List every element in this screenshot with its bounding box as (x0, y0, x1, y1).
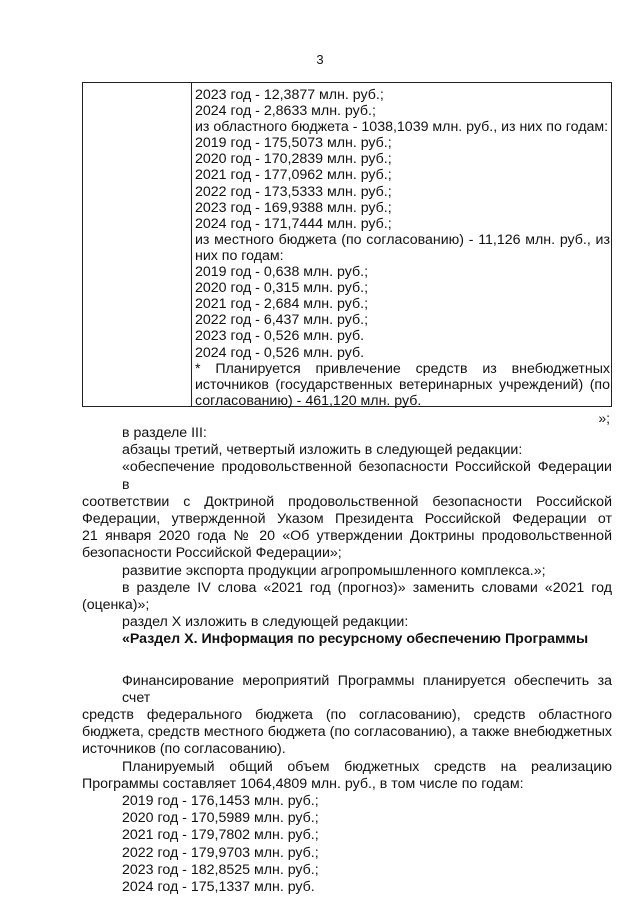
table-column-divider (191, 83, 192, 406)
document-body (82, 425, 612, 896)
page-number: 3 (316, 52, 324, 67)
paragraph-line: бюджета, средств местного бюджета (по согласованию), а также внебюджетных (82, 724, 612, 741)
table-line: 2020 год - 0,315 млн. руб.; (195, 280, 369, 297)
paragraph-line: 21 января 2020 года № 20 «Об утверждении Доктрины продовольственной (82, 528, 612, 545)
table-line: 2019 год - 0,638 млн. руб.; (195, 264, 369, 281)
year-amount: 2020 год - 170,5989 млн. руб.; (122, 810, 319, 827)
year-amount: 2022 год - 179,9703 млн. руб.; (122, 844, 319, 861)
paragraph-line: Планируемый общий объем бюджетных средств на реализацию (122, 758, 612, 775)
table-line: 2022 год - 6,437 млн. руб.; (195, 312, 369, 329)
paragraph-line: в разделе III: (122, 425, 207, 441)
table-line: из местного бюджета (по согласованию) - 11,126 млн. руб., из (195, 231, 610, 248)
paragraph-line: средств федерального бюджета (по согласованию), средств областного (82, 707, 612, 724)
table-line: источников (государственных ветеринарных учреждений) (по (195, 376, 610, 393)
paragraph-line: безопасности Российской Федерации»; (82, 545, 342, 562)
table-line: 2023 год - 169,9388 млн. руб.; (195, 199, 392, 216)
table-line: согласованию) - 461,120 млн. руб. (195, 392, 422, 409)
paragraph-line: (оценка)»; (82, 597, 150, 614)
table-line: 2023 год - 0,526 млн. руб. (195, 328, 365, 345)
table-line: 2024 год - 171,7444 млн. руб.; (195, 215, 392, 232)
table-line: 2019 год - 175,5073 млн. руб.; (195, 135, 392, 152)
year-amount: 2024 год - 175,1337 млн. руб. (122, 879, 315, 896)
table-line: 2024 год - 2,8633 млн. руб.; (195, 103, 376, 120)
year-amount: 2019 год - 176,1453 млн. руб.; (122, 793, 319, 810)
table-line: 2022 год - 173,5333 млн. руб.; (195, 183, 392, 200)
paragraph-line: в разделе IV слова «2021 год (прогноз)» заменить словами «2021 год (122, 579, 612, 596)
paragraph-line: Федерации, утвержденной Указом Президента Российской Федерации от (82, 511, 612, 528)
paragraph-line: Финансирование мероприятий Программы планируется обеспечить за счет (122, 672, 612, 706)
paragraph-line: абзацы третий, четвертый изложить в следующей редакции: (122, 442, 523, 459)
year-amount: 2023 год - 182,8525 млн. руб.; (122, 861, 319, 878)
year-amount: 2021 год - 179,7802 млн. руб.; (122, 827, 319, 844)
section-heading: «Раздел X. Информация по ресурсному обеспечению Программы (122, 631, 589, 648)
paragraph-line: соответствии с Доктриной продовольственной безопасности Российской (82, 493, 612, 510)
paragraph-line: развитие экспорта продукции агропромышленного комплекса.»; (122, 562, 546, 579)
paragraph-line: Программы составляет 1064,4809 млн. руб., в том числе по годам: (82, 775, 524, 792)
table-line: 2024 год - 0,526 млн. руб. (195, 344, 365, 361)
table-line: * Планируется привлечение средств из внебюджетных (195, 360, 610, 377)
table-line: 2020 год - 170,2839 млн. руб.; (195, 151, 392, 168)
closing-quote: »; (598, 410, 610, 426)
paragraph-line: раздел X изложить в следующей редакции: (122, 614, 409, 631)
paragraph-line: источников (по согласованию). (82, 741, 286, 758)
paragraph-line: «обеспечение продовольственной безопасности Российской Федерации в (122, 459, 612, 493)
table-line: 2021 год - 177,0962 млн. руб.; (195, 167, 392, 184)
table-line: 2023 год - 12,3877 млн. руб.; (195, 87, 384, 103)
budget-table (82, 82, 612, 407)
table-line: них по годам: (195, 247, 284, 264)
table-line: из областного бюджета - 1038,1039 млн. руб., из них по годам: (195, 119, 609, 136)
table-right-cell (195, 87, 610, 409)
table-line: 2021 год - 2,684 млн. руб.; (195, 296, 369, 313)
